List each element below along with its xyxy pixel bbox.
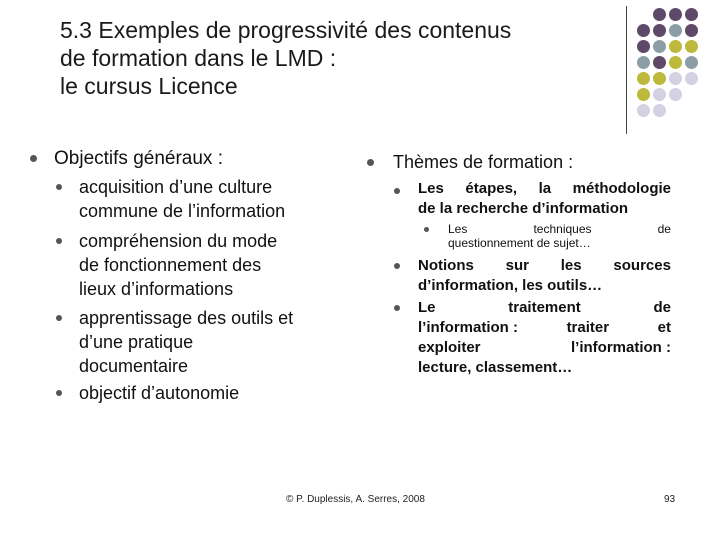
word: la xyxy=(538,180,552,197)
bullet-icon xyxy=(394,188,400,194)
decorative-dot xyxy=(685,24,698,37)
word: Notions xyxy=(418,257,474,274)
theme-line: lecture, classement… xyxy=(418,359,573,376)
theme-line xyxy=(418,338,671,358)
decorative-dot xyxy=(669,72,682,85)
copyright-footer: © P. Duplessis, A. Serres, 2008 xyxy=(286,494,425,505)
bullet-icon xyxy=(394,305,400,311)
theme-line: de la recherche d’information xyxy=(418,200,629,217)
decorative-dot xyxy=(653,72,666,85)
decorative-dot xyxy=(637,88,650,101)
decorative-dot xyxy=(669,24,682,37)
theme-line xyxy=(418,256,671,276)
decorative-dot xyxy=(653,8,666,21)
bullet-icon xyxy=(424,227,429,232)
decorative-dot-grid xyxy=(637,8,720,128)
bullet-icon xyxy=(56,238,62,244)
theme-subitem xyxy=(448,222,671,250)
decorative-dot xyxy=(669,8,682,21)
decorative-dot xyxy=(685,56,698,69)
theme-line xyxy=(418,298,671,318)
objective-line: compréhension du mode xyxy=(79,231,278,251)
decorative-dot xyxy=(653,104,666,117)
title-divider xyxy=(626,6,627,134)
subitem-line: questionnement de sujet… xyxy=(448,236,591,250)
word: de xyxy=(653,299,671,316)
word: étapes, xyxy=(465,180,518,197)
decorative-dot xyxy=(685,72,698,85)
decorative-dot xyxy=(669,88,682,101)
theme-line xyxy=(418,318,671,338)
theme-line: d’information, les outils… xyxy=(418,277,603,294)
bullet-icon xyxy=(56,184,62,190)
theme-item xyxy=(418,298,671,378)
word: Le xyxy=(418,299,436,316)
bullet-icon xyxy=(30,155,37,162)
decorative-dot xyxy=(685,8,698,21)
decorative-dot xyxy=(669,40,682,53)
title-line: le cursus Licence xyxy=(60,73,238,99)
objective-line: documentaire xyxy=(79,356,189,376)
objective-item xyxy=(79,381,239,405)
objective-line: commune de l’information xyxy=(79,201,286,221)
word: et xyxy=(657,319,671,336)
objective-line: d’une pratique xyxy=(79,332,194,352)
word: traiter xyxy=(566,319,610,336)
theme-item xyxy=(418,256,671,296)
decorative-dot xyxy=(653,88,666,101)
decorative-dot xyxy=(653,56,666,69)
objective-item xyxy=(79,306,293,378)
decorative-dot xyxy=(637,56,650,69)
objective-line: acquisition d’une culture xyxy=(79,177,273,197)
bullet-icon xyxy=(367,159,374,166)
decorative-dot xyxy=(653,24,666,37)
bullet-icon xyxy=(56,390,62,396)
page-number: 93 xyxy=(664,494,676,505)
subitem-line xyxy=(448,222,671,236)
word: Les xyxy=(448,222,468,236)
bullet-icon xyxy=(394,263,400,269)
theme-line xyxy=(418,179,671,199)
word: techniques xyxy=(533,222,592,236)
word: de xyxy=(657,222,671,236)
objective-item xyxy=(79,229,277,301)
objectives-heading: Objectifs généraux : xyxy=(54,148,223,169)
title-line: 5.3 Exemples de progressivité des contenus xyxy=(60,17,512,43)
decorative-dot xyxy=(669,56,682,69)
decorative-dot xyxy=(685,40,698,53)
objective-line: apprentissage des outils et xyxy=(79,308,294,328)
decorative-dot xyxy=(637,40,650,53)
word: les xyxy=(560,257,582,274)
decorative-dot xyxy=(653,40,666,53)
objective-line: objectif d’autonomie xyxy=(79,383,240,403)
decorative-dot xyxy=(637,24,650,37)
theme-item xyxy=(418,179,671,219)
word: traitement xyxy=(508,299,581,316)
slide-title xyxy=(60,16,640,100)
word: méthodologie xyxy=(572,180,671,197)
decorative-dot xyxy=(637,72,650,85)
themes-heading: Thèmes de formation : xyxy=(393,152,574,172)
decorative-dot xyxy=(637,104,650,117)
word: exploiter xyxy=(418,339,481,356)
title-line: de formation dans le LMD : xyxy=(60,45,337,71)
word: Les xyxy=(418,180,444,197)
bullet-icon xyxy=(56,315,62,321)
word: l’information : xyxy=(571,339,671,356)
objective-line: lieux d’informations xyxy=(79,279,234,299)
word: l’information : xyxy=(418,319,518,336)
word: sources xyxy=(613,257,671,274)
word: sur xyxy=(505,257,529,274)
objective-line: de fonctionnement des xyxy=(79,255,262,275)
objective-item xyxy=(79,175,285,223)
